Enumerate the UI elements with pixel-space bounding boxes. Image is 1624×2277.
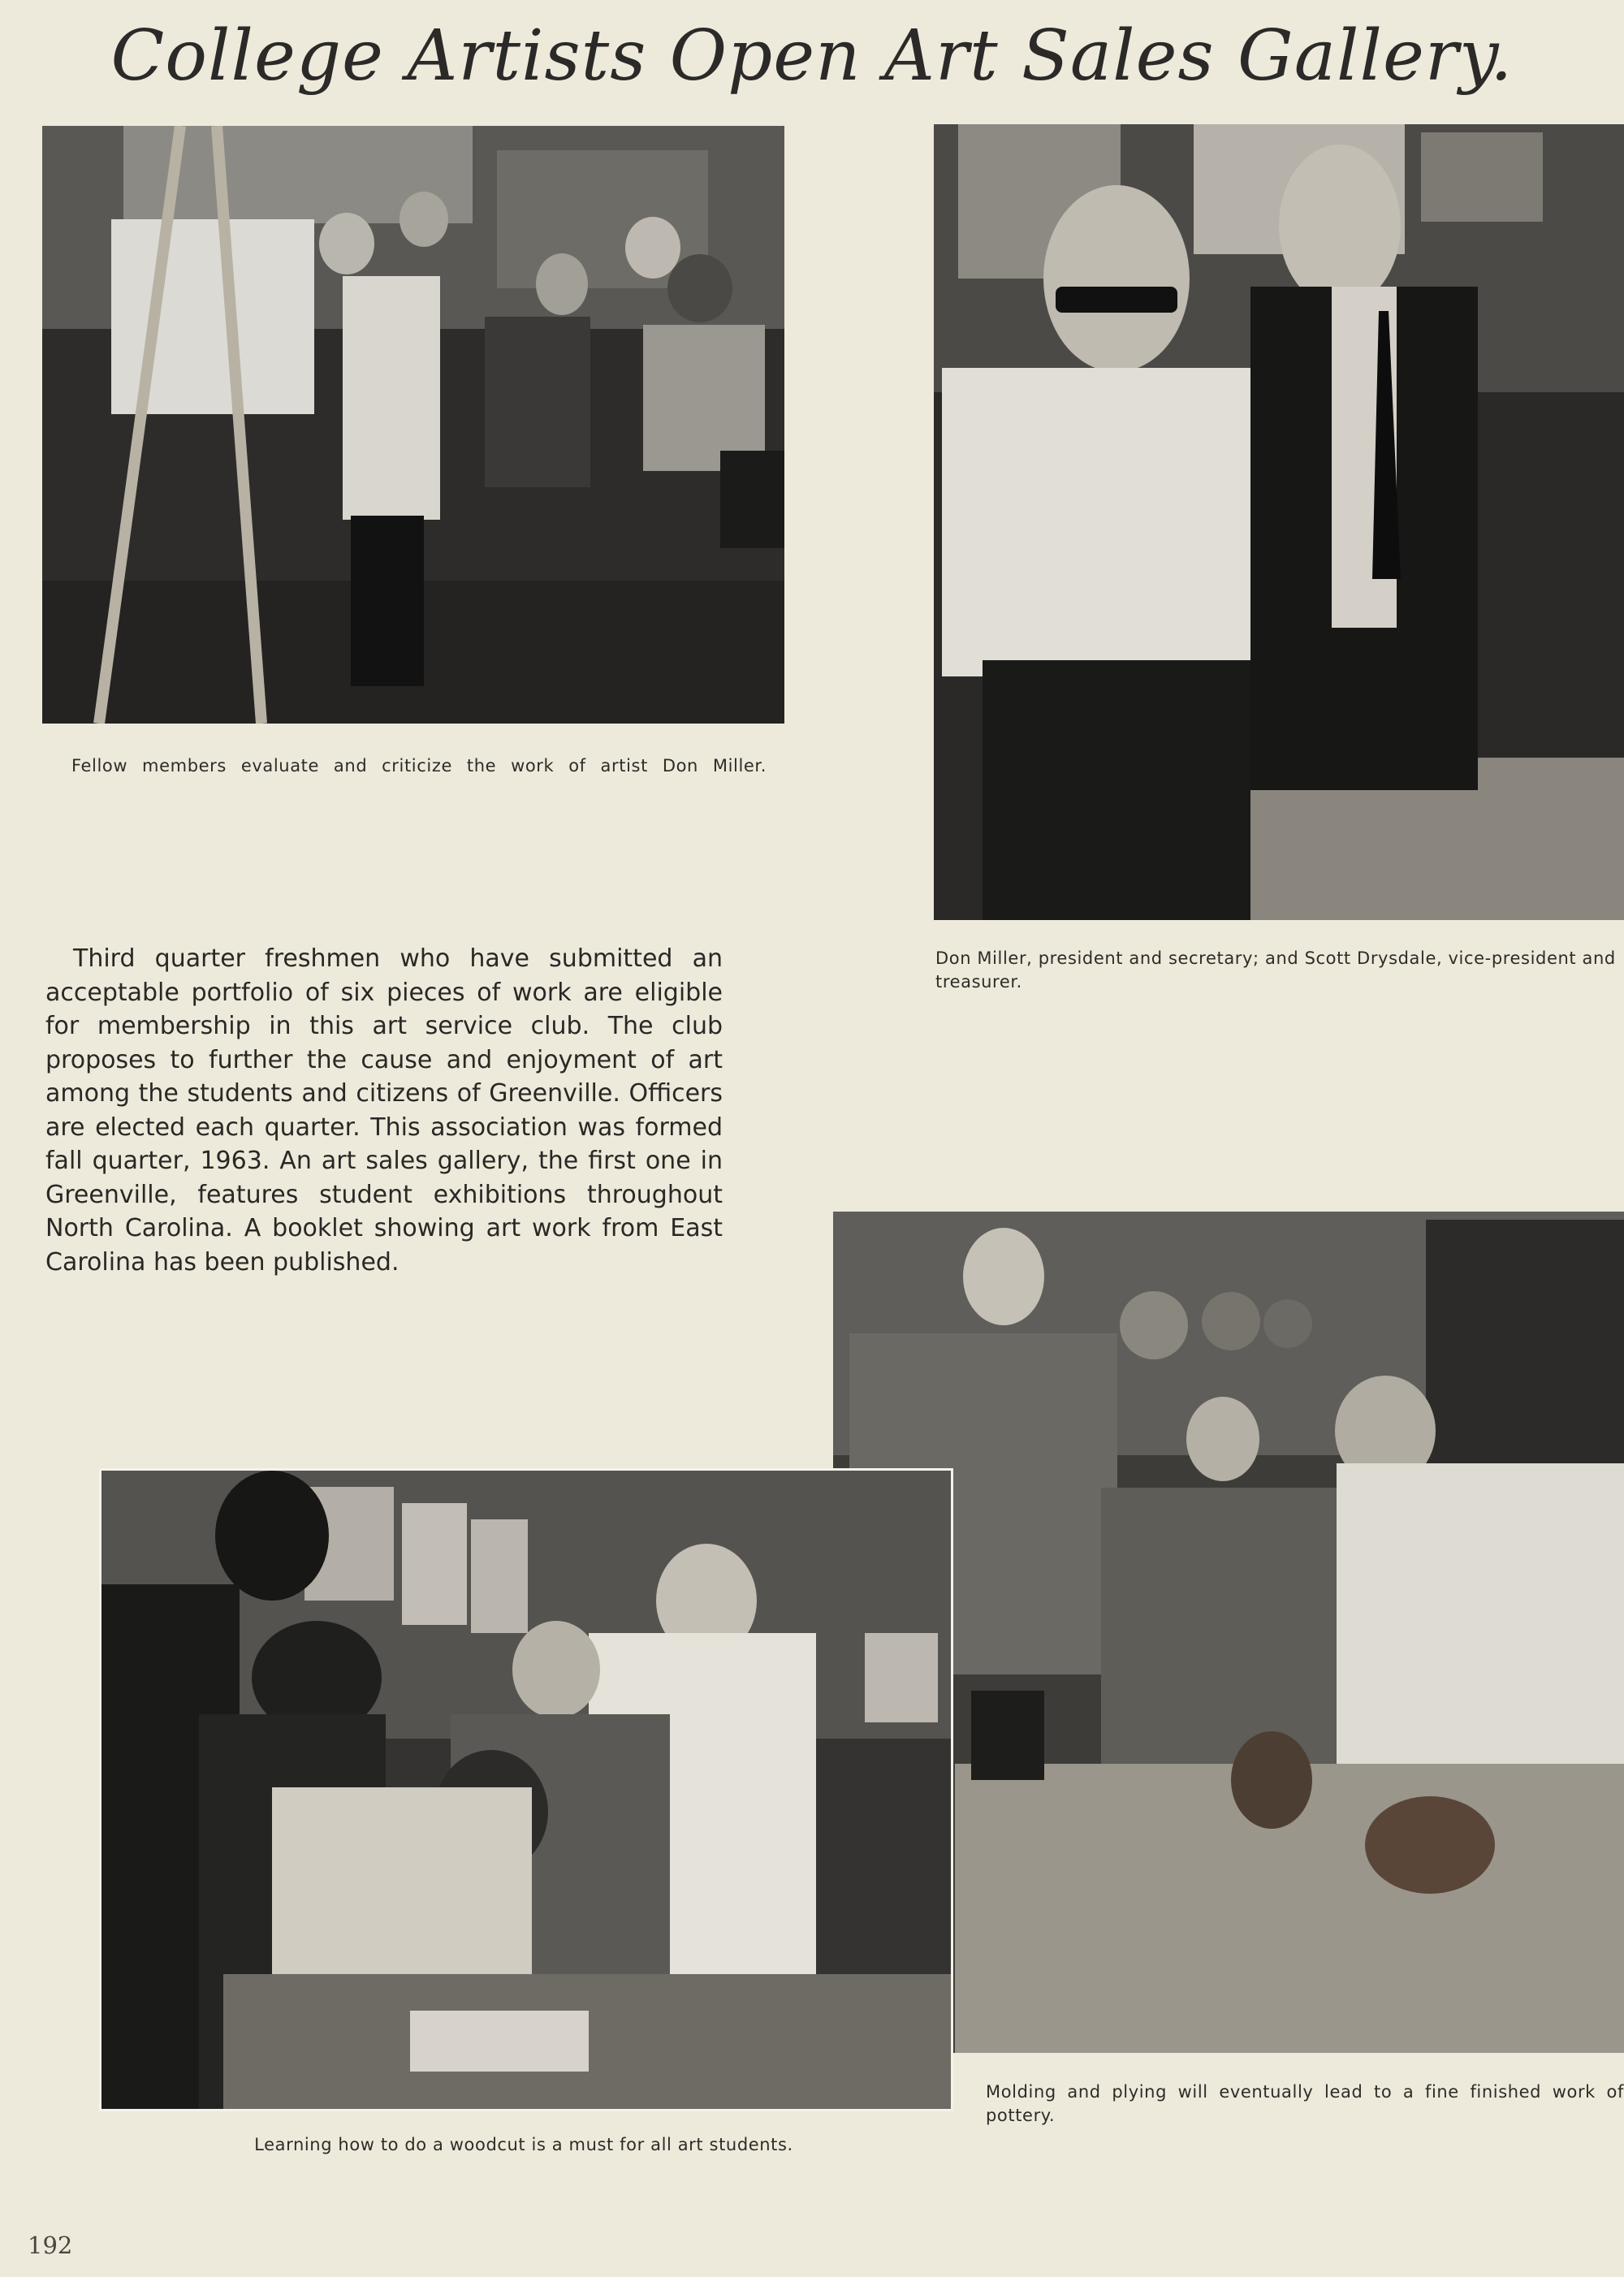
photo-easel-critique [42, 126, 784, 724]
caption-officers: Don Miller, president and secretary; and Scott Drysdale, vice-president and treasurer. [935, 948, 1616, 992]
photo-officers [934, 124, 1624, 920]
page-number: 192 [28, 2232, 73, 2259]
caption-easel-critique: Fellow members evaluate and criticize the work of artist Don Miller. [71, 756, 767, 776]
caption-woodcut: Learning how to do a woodcut is a must for all art students. [254, 2135, 793, 2154]
caption-pottery: Molding and plying will eventually lead to a fine finished work of pottery. [986, 2082, 1624, 2125]
club-description: Third quarter freshmen who have submitted an acceptable portfolio of six pieces of work are eligible for membership in this art service club. The club proposes to further the cause and enjoyment of art among the students and citizens of Greenville. Officers are elected each quarter. This association was formed fall quarter, 1963. An art sales gallery, the first one in Greenville, features student exhibitions throughout North Carolina. A booklet showing art work from East Carolina has been published. [45, 944, 723, 1277]
page-title: College Artists Open Art Sales Gallery. [110, 15, 1514, 97]
photo-woodcut [99, 1468, 953, 2111]
